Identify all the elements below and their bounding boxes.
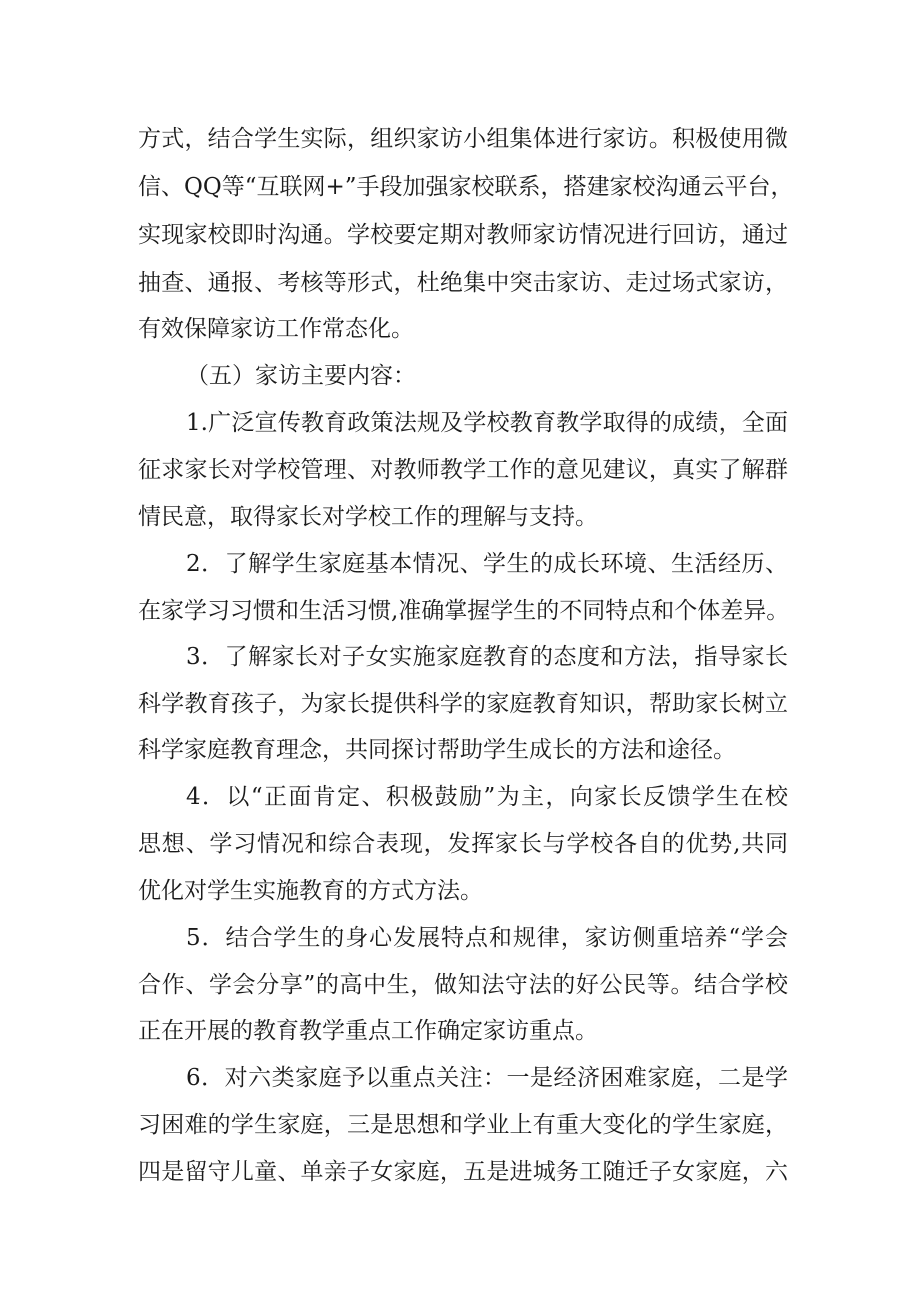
text-line: 四是留守儿童、单亲子女家庭，五是进城务工随迁子女家庭，六: [138, 1159, 788, 1185]
text-line: 信、QQ等“互联网+”手段加强家校联系，搭建家校沟通云平台，: [138, 174, 794, 200]
list-item-line: 5．结合学生的身心发展特点和规律，家访侧重培养“学会: [186, 925, 788, 951]
list-item-line: 4．以“正面肯定、积极鼓励”为主，向家长反馈学生在校: [186, 784, 788, 810]
text-line: 科学家庭教育理念，共同探讨帮助学生成长的方法和途径。: [138, 737, 736, 763]
section-heading: （五）家访主要内容：: [186, 363, 416, 389]
list-item-line: 1.广泛宣传教育政策法规及学校教育教学取得的成绩，全面: [186, 410, 788, 436]
text-line: 在家学习习惯和生活习惯,准确掌握学生的不同特点和个体差异。: [138, 598, 790, 624]
list-item-line: 3．了解家长对子女实施家庭教育的态度和方法，指导家长: [186, 644, 788, 670]
text-line: 科学教育孩子，为家长提供科学的家庭教育知识，帮助家长树立: [138, 691, 788, 717]
text-line: 优化对学生实施教育的方式方法。: [138, 878, 483, 904]
text-line: 合作、学会分享”的高中生，做知法守法的好公民等。结合学校: [138, 972, 788, 998]
text-line: 抽查、通报、考核等形式，杜绝集中突击家访、走过场式家访，: [138, 270, 788, 296]
list-item-line: 2．了解学生家庭基本情况、学生的成长环境、生活经历、: [186, 551, 788, 577]
list-item-line: 6．对六类家庭予以重点关注：一是经济困难家庭，二是学: [186, 1065, 788, 1091]
text-line: 习困难的学生家庭，三是思想和学业上有重大变化的学生家庭，: [138, 1112, 788, 1138]
text-line: 情民意，取得家长对学校工作的理解与支持。: [138, 504, 598, 530]
text-line: 思想、学习情况和综合表现，发挥家长与学校各自的优势,共同: [138, 831, 788, 857]
text-line: 实现家校即时沟通。学校要定期对教师家访情况进行回访，通过: [138, 222, 788, 248]
text-line: 有效保障家访工作常态化。: [138, 316, 414, 342]
text-line: 征求家长对学校管理、对教师教学工作的意见建议，真实了解群: [138, 457, 788, 483]
text-line: 方式，结合学生实际，组织家访小组集体进行家访。积极使用微: [138, 126, 788, 152]
text-line: 正在开展的教育教学重点工作确定家访重点。: [138, 1018, 598, 1044]
